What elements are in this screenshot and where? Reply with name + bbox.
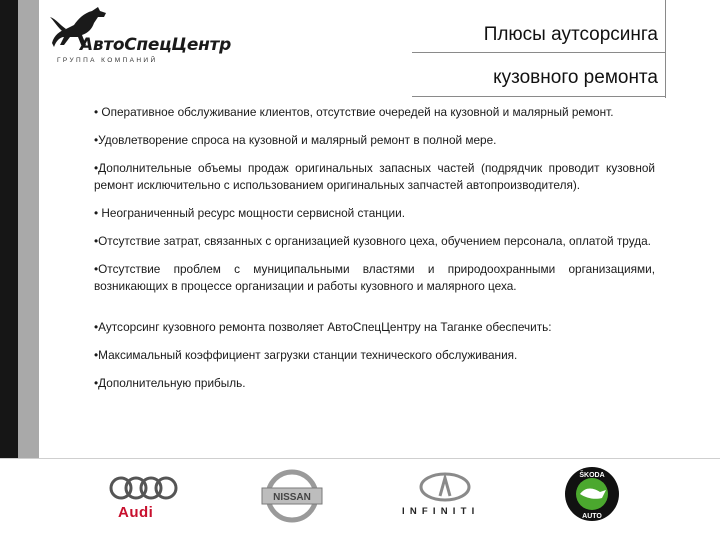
audi-rings-icon [108,474,180,502]
title-bottom-rule [412,96,665,97]
bullet-item: •Удовлетворение спроса на кузовной и малярный ремонт в полной мере. [94,133,497,147]
logo-tagline: ГРУППА КОМПАНИЙ [57,57,158,64]
infiniti-logo [400,470,490,522]
bullet-item: • Оперативное обслуживание клиентов, отсутствие очередей на кузовной и малярный ремонт. [94,105,614,119]
nissan-logo [260,468,324,524]
nissan-wordmark: NISSAN [273,492,311,503]
bullet-item: •Отсутствие проблем с муниципальными властями и природоохранными организациями, возникающих в процессе организации и работы кузовного и малярного цеха. [94,262,655,293]
skoda-wordmark-bottom: AUTO [582,513,602,520]
infiniti-wordmark: INFINITI [402,506,480,517]
bullet-item: •Отсутствие затрат, связанных с организацией кузовного цеха, обучением персонала, оплатой труда. [94,234,651,248]
title-line-2: кузовного ремонта [493,67,658,88]
bullet-item: •Дополнительные объемы продаж оригинальных запасных частей (подрядчик проводит кузовной ремонт исключительно с использованием оригинальных запчастей автопроизводителя). [94,161,655,192]
bullet-item: •Аутсорсинг кузовного ремонта позволяет АвтоСпецЦентру на Таганке обеспечить: [94,320,552,334]
skoda-wordmark-top: ŠKODA [579,472,605,479]
title-line-1: Плюсы аутсорсинга [483,24,658,45]
bullet-item: •Дополнительную прибыль. [94,376,246,390]
bullet-list [94,104,655,403]
audi-wordmark: Audi [118,504,154,521]
title-divider [412,52,665,53]
left-grey-stripe [18,0,39,458]
bullet-item: • Неограниченный ресурс мощности сервисной станции. [94,206,405,220]
company-logo [44,5,264,67]
skoda-logo [564,466,620,522]
bullet-item: •Максимальный коэффициент загрузки станции технического обслуживания. [94,348,518,362]
title-vertical-rule [665,0,666,98]
infiniti-emblem-icon [400,470,490,504]
footer-divider [0,458,720,459]
left-dark-bar [0,0,18,458]
logo-name: АвтоСпецЦентр [80,35,231,55]
audi-logo [108,474,180,524]
